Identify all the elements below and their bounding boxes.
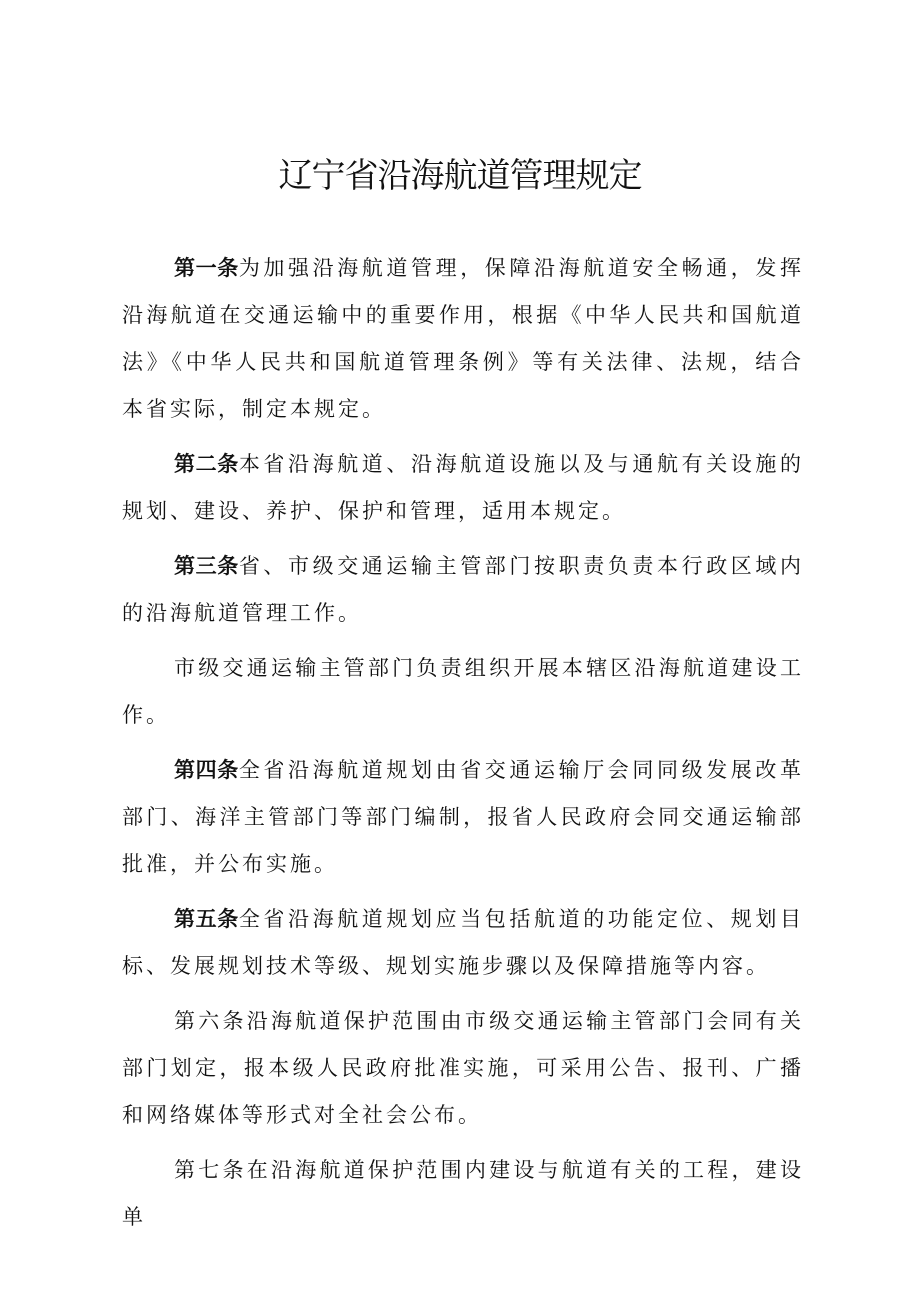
article-5-heading: 第五条 bbox=[174, 907, 239, 931]
article-1-text: 为加强沿海航道管理，保障沿海航道安全畅通，发挥沿海航道在交通运输中的重要作用，根据《中华人民共和国航道法》《中华人民共和国航道管理条例》等有关法律、法规，结合本省实际，制定本规定。 bbox=[122, 256, 805, 421]
article-6-heading: 第六条 bbox=[174, 1009, 247, 1033]
article-6-text: 沿海航道保护范围由市级交通运输主管部门会同有关部门划定，报本级人民政府批准实施，可采用公告、报刊、广播和网络媒体等形式对全社会公布。 bbox=[122, 1009, 805, 1127]
document-body bbox=[122, 245, 804, 1249]
article-4-paragraph bbox=[122, 747, 804, 888]
article-2-paragraph bbox=[122, 441, 804, 535]
article-3-continuation-text: 市级交通运输主管部门负责组织开展本辖区沿海航道建设工作。 bbox=[122, 656, 804, 727]
article-7-heading: 第七条 bbox=[174, 1158, 247, 1182]
article-6-paragraph bbox=[122, 998, 804, 1139]
article-3-continuation-paragraph bbox=[122, 645, 804, 739]
article-3-text: 省、市级交通运输主管部门按职责负责本行政区域内的沿海航道管理工作。 bbox=[122, 554, 805, 625]
article-2-text: 本省沿海航道、沿海航道设施以及与通航有关设施的规划、建设、养护、保护和管理，适用本规定。 bbox=[122, 452, 805, 523]
article-7-paragraph bbox=[122, 1147, 804, 1241]
article-4-text: 全省沿海航道规划由省交通运输厅会同同级发展改革部门、海洋主管部门等部门编制，报省人民政府会同交通运输部批准，并公布实施。 bbox=[122, 758, 805, 876]
article-1-paragraph bbox=[122, 245, 804, 433]
article-2-heading: 第二条 bbox=[174, 452, 239, 476]
article-7-text: 在沿海航道保护范围内建设与航道有关的工程，建设单 bbox=[122, 1158, 805, 1229]
article-5-paragraph bbox=[122, 896, 804, 990]
article-5-text: 全省沿海航道规划应当包括航道的功能定位、规划目标、发展规划技术等级、规划实施步骤以及保障措施等内容。 bbox=[122, 907, 805, 978]
article-3-heading: 第三条 bbox=[174, 554, 239, 578]
article-1-heading: 第一条 bbox=[174, 256, 239, 280]
article-4-heading: 第四条 bbox=[174, 758, 239, 782]
article-3-paragraph bbox=[122, 543, 804, 637]
document-title: 辽宁省沿海航道管理规定 bbox=[278, 156, 642, 196]
